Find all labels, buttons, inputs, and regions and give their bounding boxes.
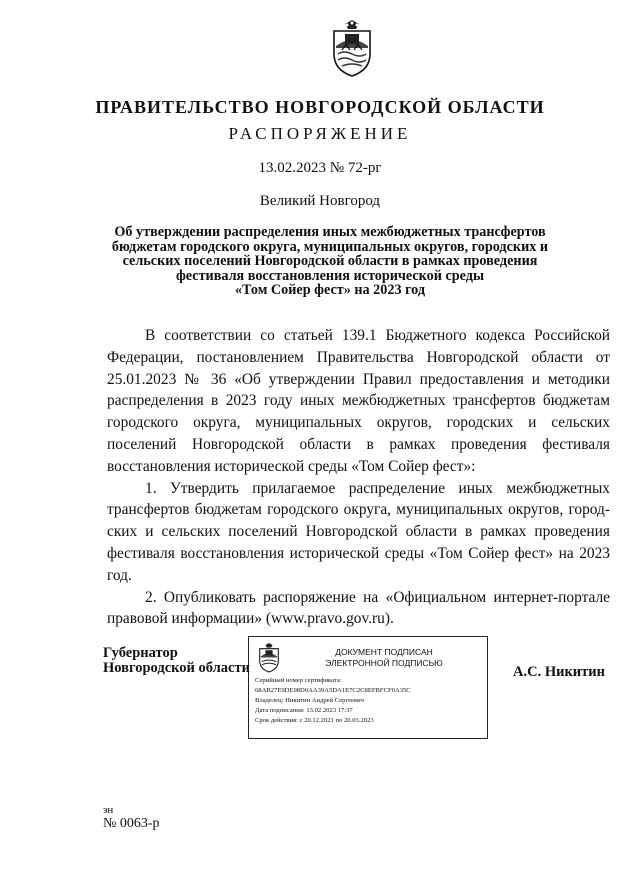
heading-line: «Том Сойер фест» на 2023 год — [234, 282, 426, 298]
position-line: Губернатор — [103, 645, 178, 661]
position-line: Новгородской области — [103, 660, 250, 676]
item-2-paragraph: 2. Опубликовать распоряжение на «Официальном интернет-портале правовой информации» (www.pravo.gov.ru). — [107, 588, 610, 628]
electronic-signature-stamp — [248, 636, 488, 739]
heading-line: сельских поселений Новгородской области в рамках проведения — [122, 253, 538, 269]
stamp-title-line: ЭЛЕКТРОННОЙ ПОДПИСЬЮ — [325, 658, 443, 668]
novgorod-coat-of-arms-icon — [330, 20, 374, 78]
stamp-cert-label: Серийный номер сертификата: — [255, 677, 342, 684]
document-city: Великий Новгород — [259, 193, 381, 209]
signatory-position — [103, 646, 250, 676]
stamp-details — [255, 676, 485, 726]
stamp-header — [291, 647, 477, 669]
stamp-owner: Владелец: Никитин Андрей Сергеевич — [255, 697, 364, 704]
executor-initials: зн — [103, 804, 114, 816]
stamp-signed-date: Дата подписания: 13.02.2023 17:37 — [255, 707, 353, 714]
document-type: РАСПОРЯЖЕНИЕ — [228, 124, 412, 143]
document-heading — [100, 225, 560, 298]
stamp-validity: Срок действия: с 20.12.2021 по 20.03.2023 — [255, 717, 374, 724]
document-footer — [103, 803, 160, 831]
heading-line: Об утверждении распределения иных межбюджетных трансфертов — [114, 224, 546, 240]
stamp-coat-of-arms-icon — [255, 643, 283, 673]
signatory-name: А.С. Никитин — [513, 664, 605, 680]
heading-line: фестиваля восстановления исторической среды — [175, 267, 485, 284]
preamble-paragraph: В соответствии со статьей 139.1 Бюджетного кодекса Российской Федерации, постановлением Правительства Новгородской области от 25.01.2023 № 36 «Об утверждении Правил предоставления и методики распределения в 2023 году иных межбюджетных трансфертов бюджетам городского округа, муниципальных округов, городских и сельских поселений Новгородской области в рамках проведения фестиваля восстановления исторической среды «Том Сойер фест»: — [107, 327, 610, 475]
stamp-title-line: ДОКУМЕНТ ПОДПИСАН — [335, 647, 433, 657]
document-body — [107, 325, 610, 630]
registration-number: № 0063-р — [103, 816, 160, 831]
item-1-paragraph: 1. Утвердить прилагаемое распределение иных межбюджетных трансфертов бюджетам городского округа, муниципальных округов, город-ских и сельских поселений Новгородской области в рамках проведения фестиваля восстановления исторической среды «Том Сойер фест» на 2023 год. — [107, 479, 610, 584]
document-date-number: 13.02.2023 № 72-рг — [258, 160, 382, 176]
stamp-cert-number: 68AB27E9DE98D0AA39A5DA1E7C2C8EFBFCF0A35C — [255, 687, 411, 694]
government-title: ПРАВИТЕЛЬСТВО НОВГОРОДСКОЙ ОБЛАСТИ — [95, 97, 545, 117]
heading-line: бюджетам городского округа, муниципальных округов, городских и — [111, 238, 549, 255]
